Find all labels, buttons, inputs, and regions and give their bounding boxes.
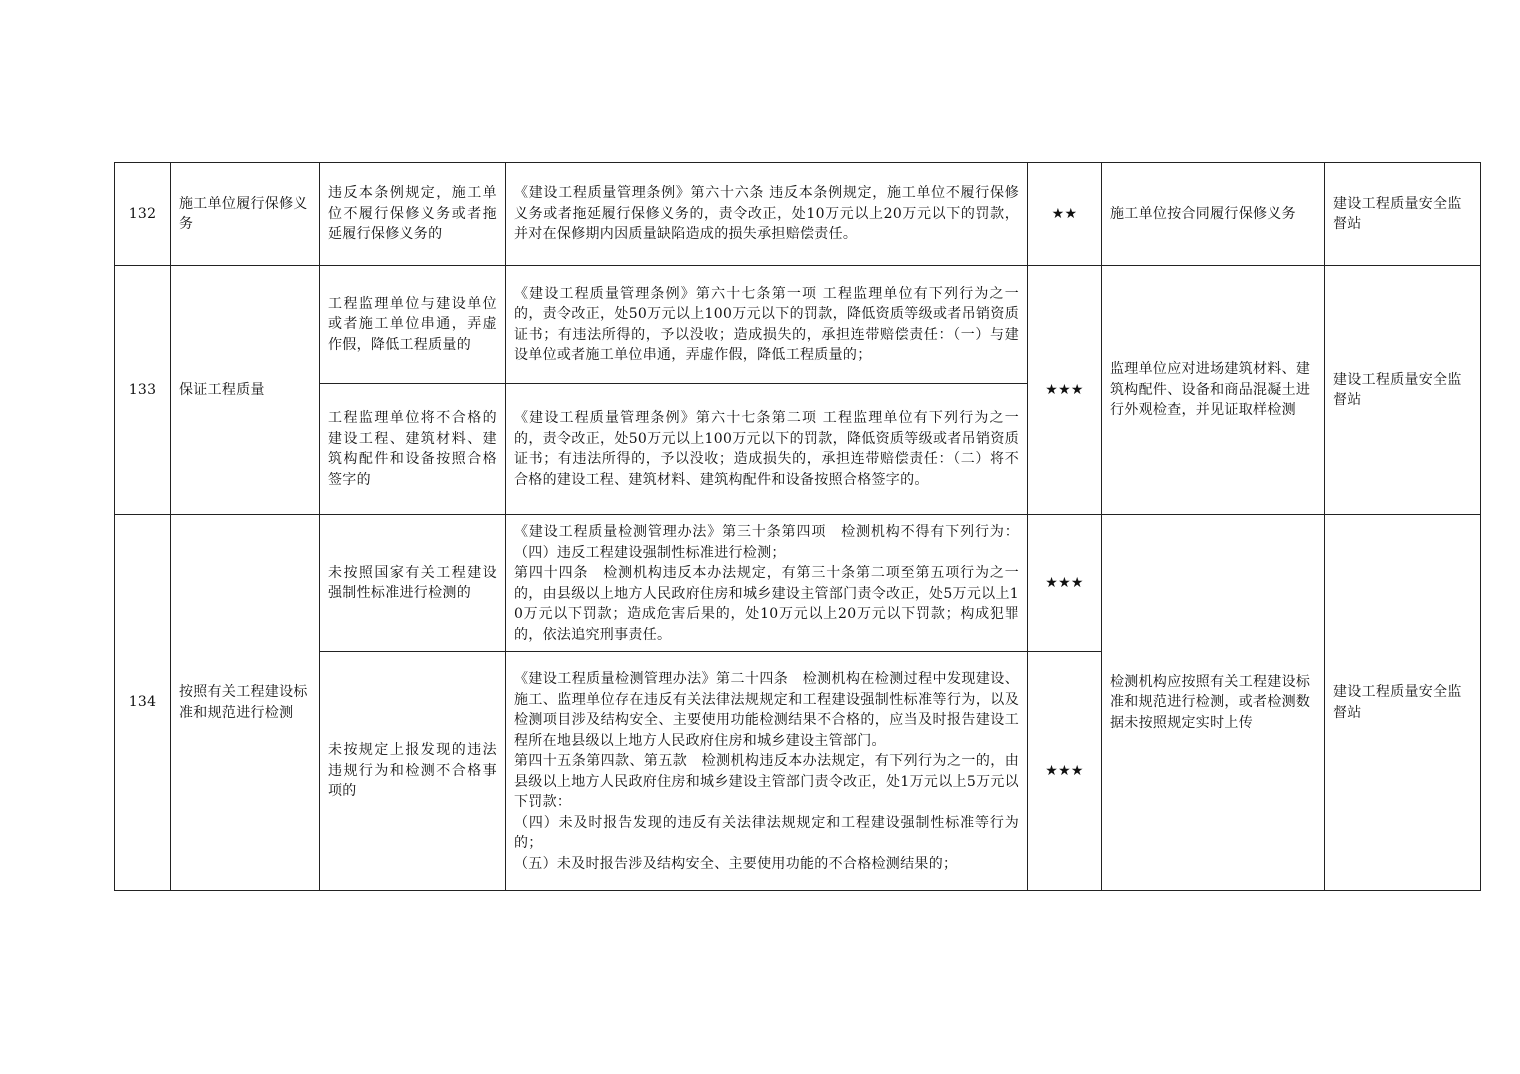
legal-basis (506, 163, 1028, 266)
responsible-department: 建设工程质量安全监督站 (1325, 266, 1481, 515)
inspection-item: 施工单位履行保修义务 (171, 163, 320, 266)
legal-basis-line: 《建设工程质量检测管理办法》第二十四条 检测机构在检测过程中发现建设、施工、监理单位存在违反有关法律法规规定和工程建设强制性标准等行为，以及检测项目涉及结构安全、主要使用功能检测结果不合格的，应当及时报告建设工程所在地县级以上地方人民政府住房和城乡建设主管部门。 (514, 671, 1019, 749)
requirement: 检测机构应按照有关工程建设标准和规范进行检测，或者检测数据未按照规定实时上传 (1102, 515, 1325, 891)
legal-basis-line: 《建设工程质量管理条例》第六十六条 违反本条例规定，施工单位不履行保修义务或者拖延履行保修义务的，责令改正，处10万元以上20万元以下的罚款，并对在保修期内因质量缺陷造成的损失承担赔偿责任。 (514, 185, 1019, 243)
violation-condition: 违反本条例规定，施工单位不履行保修义务或者拖延履行保修义务的 (320, 163, 506, 266)
table-row-134 (115, 515, 1481, 652)
legal-basis-line: （五）未及时报告涉及结构安全、主要使用功能的不合格检测结果的； (514, 855, 958, 872)
legal-basis-line: 《建设工程质量管理条例》第六十七条第一项 工程监理单位有下列行为之一的，责令改正，处50万元以上100万元以下的罚款，降低资质等级或者吊销资质证书；有违法所得的，予以没收；造成损失的，承担连带赔偿责任：（一）与建设单位或者施工单位串通，弄虚作假，降低工程质量的； (514, 285, 1019, 363)
violation-condition: 未按照国家有关工程建设强制性标准进行检测的 (320, 515, 506, 652)
responsible-department: 建设工程质量安全监督站 (1325, 515, 1481, 891)
inspection-item: 保证工程质量 (171, 266, 320, 515)
table-row-133 (115, 266, 1481, 384)
requirement: 施工单位按合同履行保修义务 (1102, 163, 1325, 266)
row-number: 133 (115, 266, 171, 515)
legal-basis (506, 515, 1028, 652)
responsible-department: 建设工程质量安全监督站 (1325, 163, 1481, 266)
importance-stars: ★★★ (1028, 515, 1102, 652)
legal-basis (506, 266, 1028, 384)
row-number: 134 (115, 515, 171, 891)
row-number: 132 (115, 163, 171, 266)
legal-basis-line: 第四十四条 检测机构违反本办法规定，有第三十条第二项至第五项行为之一的，由县级以上地方人民政府住房和城乡建设主管部门责令改正，处5万元以上10万元以下罚款；造成危害后果的，处10万元以上20万元以下罚款；构成犯罪的，依法追究刑事责任。 (514, 565, 1019, 643)
violation-condition: 工程监理单位与建设单位或者施工单位串通，弄虚作假，降低工程质量的 (320, 266, 506, 384)
violation-condition: 未按规定上报发现的违法违规行为和检测不合格事项的 (320, 652, 506, 891)
legal-basis-line: （四）未及时报告发现的违反有关法律法规规定和工程建设强制性标准等行为的； (514, 814, 1019, 851)
requirement: 监理单位应对进场建筑材料、建筑构配件、设备和商品混凝土进行外观检查，并见证取样检测 (1102, 266, 1325, 515)
legal-basis-line: 第四十五条第四款、第五款 检测机构违反本办法规定，有下列行为之一的，由县级以上地方人民政府住房和城乡建设主管部门责令改正，处1万元以上5万元以下罚款： (514, 753, 1019, 810)
legal-basis-line: 《建设工程质量管理条例》第六十七条第二项 工程监理单位有下列行为之一的，责令改正，处50万元以上100万元以下的罚款，降低资质等级或者吊销资质证书；有违法所得的，予以没收；造成损失的，承担连带赔偿责任：（二）将不合格的建设工程、建筑材料、建筑构配件和设备按照合格签字的。 (514, 410, 1019, 488)
legal-basis (506, 652, 1028, 891)
regulation-table (114, 162, 1481, 891)
importance-stars: ★★★ (1028, 652, 1102, 891)
legal-basis-line: 《建设工程质量检测管理办法》第三十条第四项 检测机构不得有下列行为：（四）违反工程建设强制性标准进行检测； (514, 524, 1019, 561)
importance-stars: ★★★ (1028, 266, 1102, 515)
table-row-132 (115, 163, 1481, 266)
importance-stars: ★★ (1028, 163, 1102, 266)
violation-condition: 工程监理单位将不合格的建设工程、建筑材料、建筑构配件和设备按照合格签字的 (320, 384, 506, 515)
inspection-item: 按照有关工程建设标准和规范进行检测 (171, 515, 320, 891)
legal-basis (506, 384, 1028, 515)
